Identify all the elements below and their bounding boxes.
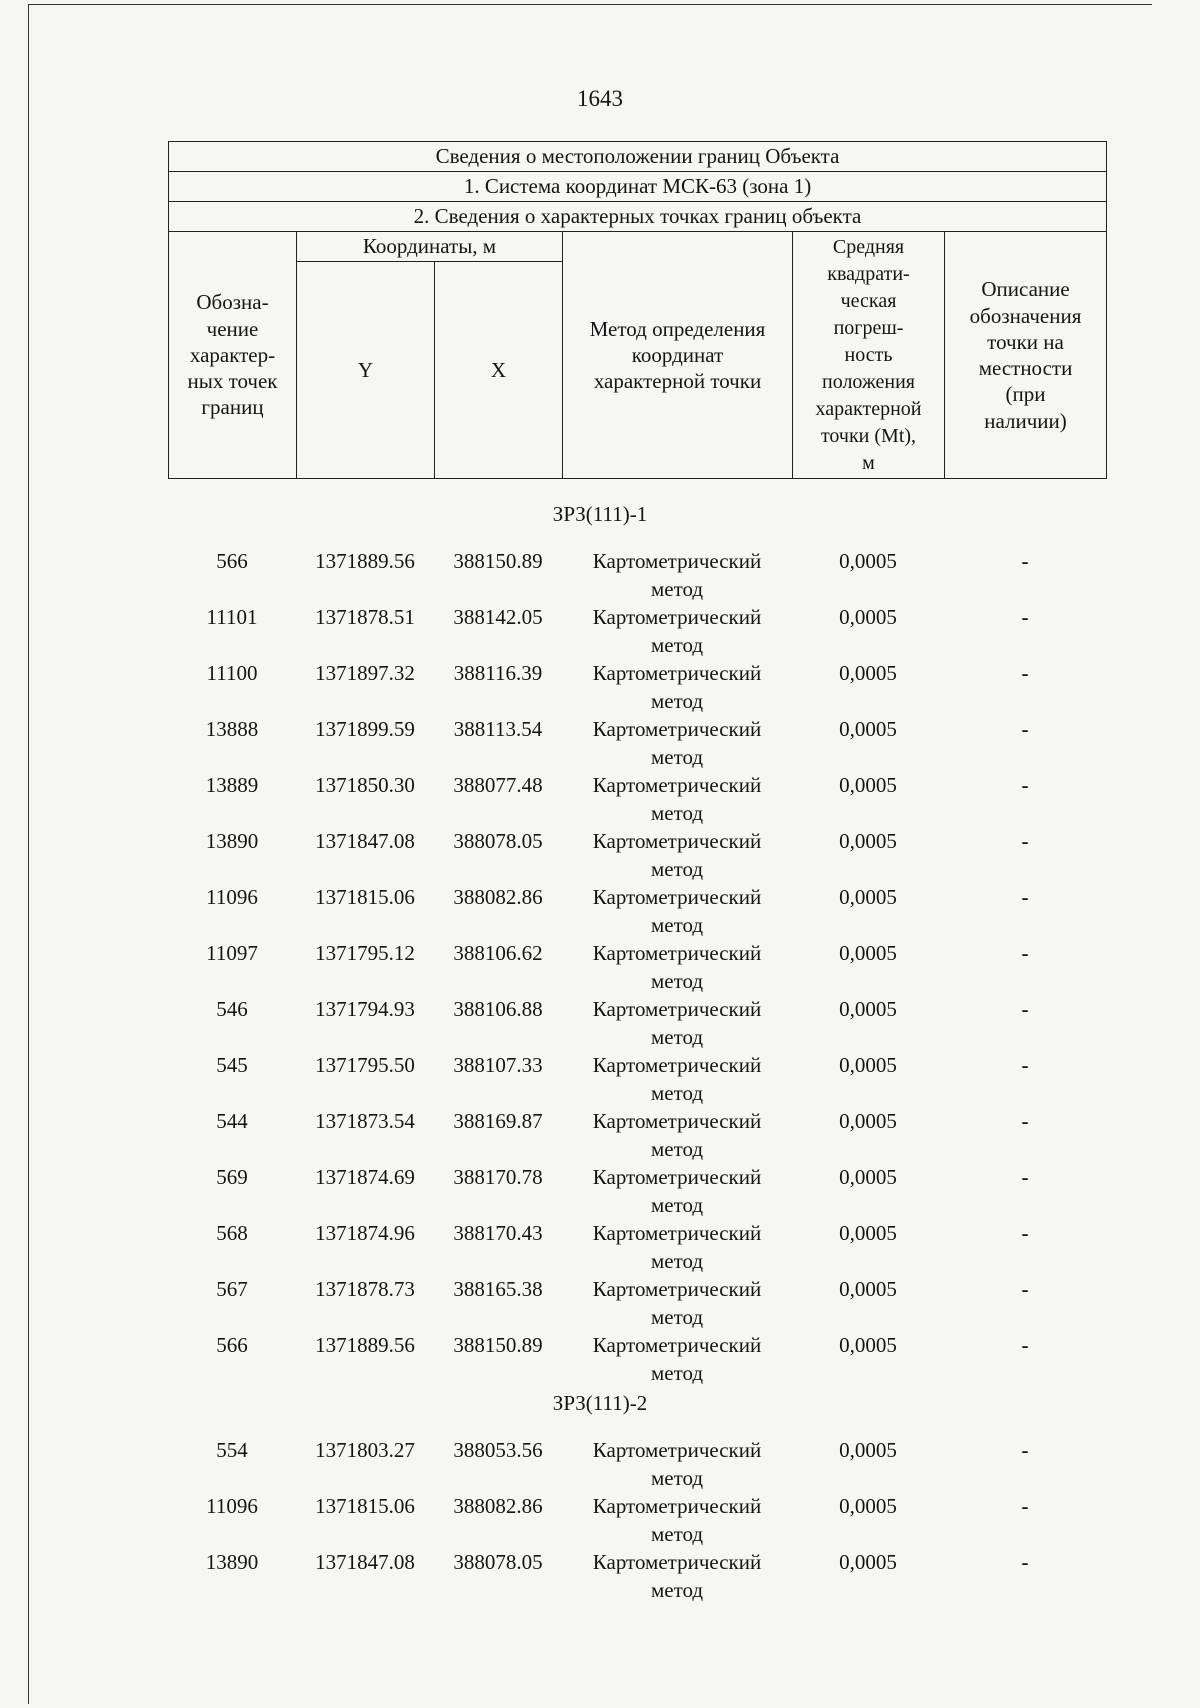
description: - bbox=[1021, 773, 1029, 797]
description: - bbox=[1021, 1109, 1029, 1133]
method-line-2: метод bbox=[650, 969, 704, 993]
method-line-1: Картометрический bbox=[592, 1165, 762, 1189]
point-id: 569 bbox=[216, 1165, 248, 1189]
error-value: 0,0005 bbox=[839, 1165, 897, 1189]
coord-y: 1371889.56 bbox=[315, 549, 415, 573]
section-title: ЗРЗ(111)-1 bbox=[552, 502, 648, 526]
coord-y: 1371815.06 bbox=[315, 885, 415, 909]
description: - bbox=[1021, 1221, 1029, 1245]
error-value: 0,0005 bbox=[839, 1109, 897, 1133]
error-value: 0,0005 bbox=[839, 661, 897, 685]
coord-y: 1371850.30 bbox=[315, 773, 415, 797]
method bbox=[562, 659, 792, 715]
coord-x: 388053.56 bbox=[453, 1438, 543, 1462]
error-value: 0,0005 bbox=[839, 1494, 897, 1518]
coord-y: 1371803.27 bbox=[315, 1438, 415, 1462]
method-line-1: Картометрический bbox=[592, 1494, 762, 1518]
point-id: 11096 bbox=[206, 885, 258, 909]
method-line-2: метод bbox=[650, 1466, 704, 1490]
coord-x: 388082.86 bbox=[453, 1494, 543, 1518]
description: - bbox=[1021, 1053, 1029, 1077]
method bbox=[562, 1275, 792, 1331]
coord-x: 388169.87 bbox=[453, 1109, 543, 1133]
coord-x: 388082.86 bbox=[453, 885, 543, 909]
method-line-2: метод bbox=[650, 1081, 704, 1105]
point-id: 544 bbox=[216, 1109, 248, 1133]
coord-y: 1371795.50 bbox=[315, 1053, 415, 1077]
error-value: 0,0005 bbox=[839, 1277, 897, 1301]
method-line-1: Картометрический bbox=[592, 661, 762, 685]
coord-y: 1371847.08 bbox=[315, 829, 415, 853]
description: - bbox=[1021, 1550, 1029, 1574]
col-header-id: Обозна- чение характер- ных точек границ bbox=[169, 232, 297, 479]
point-id: 11101 bbox=[206, 605, 258, 629]
method-line-2: метод bbox=[650, 745, 704, 769]
error-value: 0,0005 bbox=[839, 605, 897, 629]
method bbox=[562, 1436, 792, 1492]
coord-x: 388150.89 bbox=[453, 549, 543, 573]
description: - bbox=[1021, 941, 1029, 965]
description: - bbox=[1021, 549, 1029, 573]
section-heading: 2. Сведения о характерных точках границ объекта bbox=[169, 202, 1107, 232]
method-line-2: метод bbox=[650, 633, 704, 657]
method bbox=[562, 1163, 792, 1219]
col-header-coords: Координаты, м bbox=[297, 232, 563, 262]
description: - bbox=[1021, 1333, 1029, 1357]
method bbox=[562, 547, 792, 603]
method bbox=[562, 1219, 792, 1275]
coord-y: 1371874.69 bbox=[315, 1165, 415, 1189]
method-line-1: Картометрический bbox=[592, 997, 762, 1021]
point-id: 13889 bbox=[205, 773, 259, 797]
method-line-2: метод bbox=[650, 801, 704, 825]
coord-x: 388165.38 bbox=[453, 1277, 543, 1301]
method-line-1: Картометрический bbox=[592, 829, 762, 853]
coord-x: 388113.54 bbox=[453, 717, 543, 741]
method bbox=[562, 1548, 792, 1604]
coord-y: 1371815.06 bbox=[315, 1494, 415, 1518]
coord-y: 1371878.51 bbox=[315, 605, 415, 629]
error-value: 0,0005 bbox=[839, 1221, 897, 1245]
error-value: 0,0005 bbox=[839, 717, 897, 741]
method-line-2: метод bbox=[650, 1137, 704, 1161]
point-id: 546 bbox=[216, 997, 248, 1021]
method-line-1: Картометрический bbox=[592, 1550, 762, 1574]
error-value: 0,0005 bbox=[839, 1438, 897, 1462]
coord-x: 388150.89 bbox=[453, 1333, 543, 1357]
coord-y: 1371847.08 bbox=[315, 1550, 415, 1574]
section-title: ЗРЗ(111)-2 bbox=[552, 1391, 648, 1415]
coord-y: 1371795.12 bbox=[315, 941, 415, 965]
point-id: 13890 bbox=[205, 829, 259, 853]
error-value: 0,0005 bbox=[839, 773, 897, 797]
description: - bbox=[1021, 1277, 1029, 1301]
method-line-1: Картометрический bbox=[592, 1221, 762, 1245]
error-value: 0,0005 bbox=[839, 1333, 897, 1357]
page-number: 1643 bbox=[577, 86, 623, 111]
method-line-2: метод bbox=[650, 1522, 704, 1546]
description: - bbox=[1021, 997, 1029, 1021]
coord-x: 388142.05 bbox=[453, 605, 543, 629]
point-id: 567 bbox=[216, 1277, 248, 1301]
point-id: 566 bbox=[216, 1333, 248, 1357]
description: - bbox=[1021, 829, 1029, 853]
coord-x: 388078.05 bbox=[453, 1550, 543, 1574]
coord-y: 1371794.93 bbox=[315, 997, 415, 1021]
description: - bbox=[1021, 1165, 1029, 1189]
coord-x: 388170.43 bbox=[453, 1221, 543, 1245]
method-line-2: метод bbox=[650, 1025, 704, 1049]
coord-y: 1371899.59 bbox=[315, 717, 415, 741]
error-value: 0,0005 bbox=[839, 941, 897, 965]
col-header-error: Средняя квадрати- ческая погреш- ность положения характерной точки (Mt), м bbox=[793, 232, 945, 479]
method bbox=[562, 715, 792, 771]
coord-x: 388170.78 bbox=[453, 1165, 543, 1189]
col-header-desc: Описание обозначения точки на местности (при наличии) bbox=[945, 232, 1107, 479]
description: - bbox=[1021, 661, 1029, 685]
method-line-1: Картометрический bbox=[592, 717, 762, 741]
method-line-1: Картометрический bbox=[592, 1333, 762, 1357]
point-id: 11096 bbox=[206, 1494, 258, 1518]
method bbox=[562, 1492, 792, 1548]
point-id: 13888 bbox=[205, 717, 259, 741]
method-line-1: Картометрический bbox=[592, 605, 762, 629]
method bbox=[562, 995, 792, 1051]
method bbox=[562, 771, 792, 827]
point-id: 11100 bbox=[206, 661, 258, 685]
method-line-1: Картометрический bbox=[592, 549, 762, 573]
error-value: 0,0005 bbox=[839, 829, 897, 853]
coord-x: 388106.62 bbox=[453, 941, 543, 965]
error-value: 0,0005 bbox=[839, 1053, 897, 1077]
description: - bbox=[1021, 717, 1029, 741]
description: - bbox=[1021, 1494, 1029, 1518]
coord-x: 388106.88 bbox=[453, 997, 543, 1021]
method bbox=[562, 1107, 792, 1163]
coord-y: 1371873.54 bbox=[315, 1109, 415, 1133]
method-line-1: Картометрический bbox=[592, 1109, 762, 1133]
method-line-2: метод bbox=[650, 857, 704, 881]
table-title: Сведения о местоположении границ Объекта bbox=[169, 142, 1107, 172]
error-value: 0,0005 bbox=[839, 549, 897, 573]
coord-x: 388116.39 bbox=[453, 661, 543, 685]
method-line-2: метод bbox=[650, 1578, 704, 1602]
error-value: 0,0005 bbox=[839, 885, 897, 909]
coord-x: 388107.33 bbox=[453, 1053, 543, 1077]
method-line-1: Картометрический bbox=[592, 1277, 762, 1301]
method bbox=[562, 1331, 792, 1387]
method-line-1: Картометрический bbox=[592, 1053, 762, 1077]
method-line-2: метод bbox=[650, 1193, 704, 1217]
method bbox=[562, 1051, 792, 1107]
method-line-1: Картометрический bbox=[592, 941, 762, 965]
method-line-2: метод bbox=[650, 1305, 704, 1329]
method bbox=[562, 883, 792, 939]
col-header-y: Y bbox=[297, 262, 435, 479]
header-table bbox=[168, 141, 1107, 479]
method-line-1: Картометрический bbox=[592, 1438, 762, 1462]
point-id: 11097 bbox=[206, 941, 258, 965]
point-id: 554 bbox=[216, 1438, 248, 1462]
method-line-2: метод bbox=[650, 689, 704, 713]
error-value: 0,0005 bbox=[839, 997, 897, 1021]
point-id: 566 bbox=[216, 549, 248, 573]
coord-y: 1371878.73 bbox=[315, 1277, 415, 1301]
description: - bbox=[1021, 885, 1029, 909]
description: - bbox=[1021, 605, 1029, 629]
point-id: 13890 bbox=[205, 1550, 259, 1574]
col-header-x: X bbox=[435, 262, 563, 479]
method bbox=[562, 939, 792, 995]
point-id: 545 bbox=[216, 1053, 248, 1077]
coordinate-system: 1. Система координат МСК-63 (зона 1) bbox=[169, 172, 1107, 202]
method-line-2: метод bbox=[650, 577, 704, 601]
method-line-2: метод bbox=[650, 913, 704, 937]
coord-y: 1371874.96 bbox=[315, 1221, 415, 1245]
coord-y: 1371889.56 bbox=[315, 1333, 415, 1357]
method-line-1: Картометрический bbox=[592, 885, 762, 909]
description: - bbox=[1021, 1438, 1029, 1462]
coord-x: 388077.48 bbox=[453, 773, 543, 797]
coord-y: 1371897.32 bbox=[315, 661, 415, 685]
method bbox=[562, 827, 792, 883]
col-header-method: Метод определения координат характерной точки bbox=[563, 232, 793, 479]
point-id: 568 bbox=[216, 1221, 248, 1245]
coord-x: 388078.05 bbox=[453, 829, 543, 853]
method bbox=[562, 603, 792, 659]
method-line-2: метод bbox=[650, 1361, 704, 1385]
error-value: 0,0005 bbox=[839, 1550, 897, 1574]
method-line-2: метод bbox=[650, 1249, 704, 1273]
method-line-1: Картометрический bbox=[592, 773, 762, 797]
